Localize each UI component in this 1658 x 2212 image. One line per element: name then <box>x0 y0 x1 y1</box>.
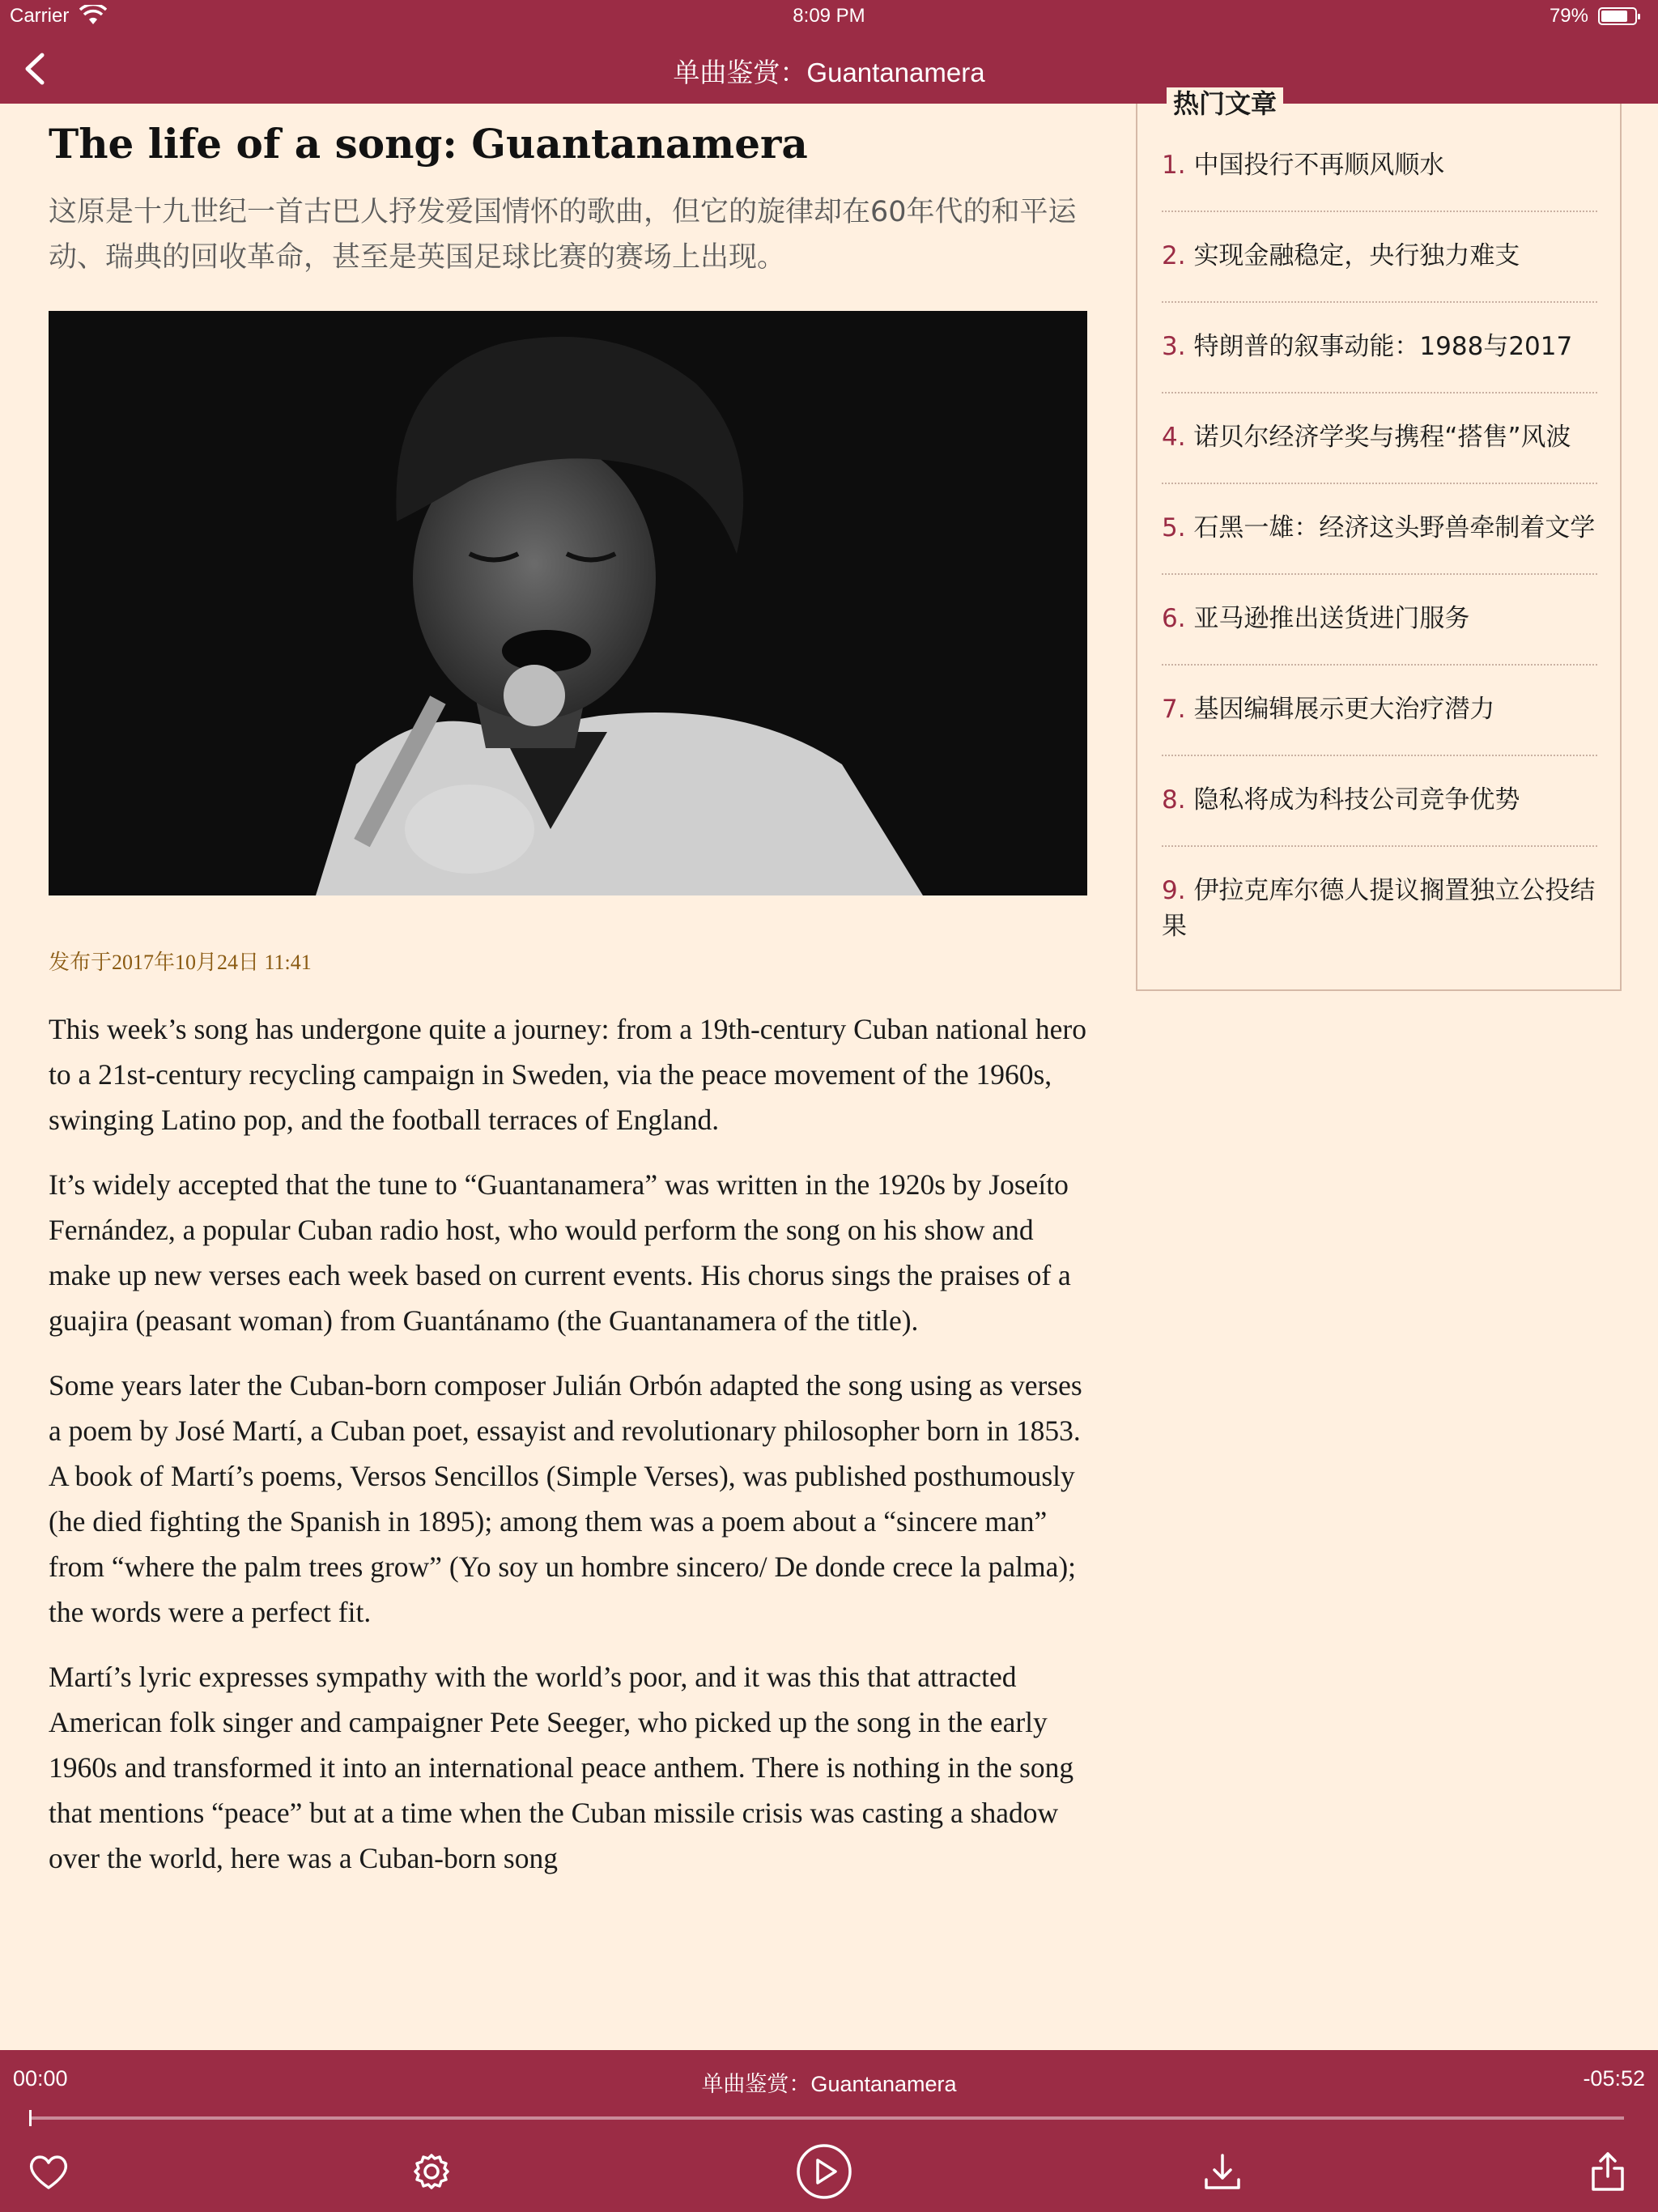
list-number: 5. <box>1162 513 1186 542</box>
popular-article-title: 伊拉克库尔德人提议搁置独立公投结果 <box>1162 876 1596 941</box>
article-paragraph: Some years later the Cuban-born composer Julián Orbón adapted the song using as verses a poem by José Martí, a Cuban poet, essayist and revolutionary philosopher born in 1853. A book of Martí’s poems, Versos Sencillos (Simple Verses), was published posthumously (he died fighting the Spanish in 1895); among them was a poem about a “sincere man” from “where the palm trees grow” (Yo soy un hombre sincero/ De donde crece la palma); the words were a perfect fit. <box>49 1369 1082 1628</box>
article-headline: The life of a song: Guantanamera <box>49 120 808 168</box>
popular-article-item[interactable] <box>1162 329 1597 393</box>
popular-articles-list <box>1162 147 1597 998</box>
popular-article-title: 亚马逊推出送货进门服务 <box>1193 604 1470 633</box>
list-number: 7. <box>1162 695 1186 724</box>
player-track-title: 单曲鉴赏：Guantanamera <box>701 2072 957 2096</box>
list-number: 3. <box>1162 332 1186 361</box>
popular-articles-panel <box>1136 88 1622 991</box>
heart-icon[interactable] <box>24 2147 73 2196</box>
popular-article-title: 基因编辑展示更大治疗潜力 <box>1193 695 1495 724</box>
publish-date: 发布于2017年10月24日 11:41 <box>49 951 312 974</box>
article-paragraph: This week’s song has undergone quite a journey: from a 19th-century Cuban national hero to a 21st-century recycling campaign in Sweden, via the peace movement of the 1960s, swinging Latino pop, and the football terraces of England. <box>49 1013 1086 1136</box>
popular-article-item[interactable] <box>1162 419 1597 484</box>
article-body <box>49 1006 1087 1881</box>
popular-articles-heading: 热门文章 <box>1167 87 1283 120</box>
progress-knob[interactable] <box>29 2110 32 2126</box>
popular-article-title: 实现金融稳定，央行独力难支 <box>1193 241 1520 270</box>
popular-article-item[interactable] <box>1162 782 1597 847</box>
nav-bar <box>0 34 1658 104</box>
article-photo <box>49 311 1087 895</box>
popular-article-item[interactable] <box>1162 147 1597 212</box>
clock: 8:09 PM <box>793 5 865 27</box>
list-number: 6. <box>1162 604 1186 633</box>
popular-article-title: 石黑一雄：经济这头野兽牵制着文学 <box>1193 513 1596 542</box>
popular-article-item[interactable] <box>1162 510 1597 575</box>
popular-article-title: 隐私将成为科技公司竞争优势 <box>1193 785 1520 815</box>
popular-article-title: 特朗普的叙事动能：1988与2017 <box>1193 332 1573 361</box>
audio-player <box>0 2050 1658 2212</box>
list-number: 2. <box>1162 241 1186 270</box>
share-icon[interactable] <box>1584 2147 1632 2196</box>
play-icon[interactable] <box>795 2142 853 2201</box>
popular-article-item[interactable] <box>1162 238 1597 303</box>
carrier-label: Carrier <box>10 5 70 27</box>
battery-fill <box>1601 11 1627 22</box>
gear-icon[interactable] <box>407 2147 456 2196</box>
battery-percent: 79% <box>1549 5 1588 27</box>
download-icon[interactable] <box>1198 2147 1247 2196</box>
article <box>49 104 1087 1881</box>
list-number: 9. <box>1162 876 1186 905</box>
article-paragraph: Martí’s lyric expresses sympathy with the world’s poor, and it was this that attracted American folk singer and campaigner Pete Seeger, who picked up the song in the early 1960s and transformed it into an international peace anthem. There is nothing in the song that mentions “peace” but at a time when the Cuban missile crisis was casting a shadow over the world, here was a Cuban-born song <box>49 1661 1074 1874</box>
popular-article-item[interactable] <box>1162 601 1597 666</box>
popular-article-item[interactable] <box>1162 873 1597 972</box>
article-paragraph: It’s widely accepted that the tune to “Guantanamera” was written in the 1920s by Joseíto Fernández, a popular Cuban radio host, who would perform the song on his show and make up new verses each week based on current events. His chorus sings the praises of a guajira (peasant woman) from Guantánamo (the Guantanamera of the title). <box>49 1168 1071 1337</box>
list-number: 1. <box>1162 151 1186 180</box>
singer-photo-illustration <box>49 311 1087 895</box>
remaining-time: -05:52 <box>1583 2066 1645 2091</box>
status-bar <box>0 0 1658 34</box>
nav-title: 单曲鉴赏：Guantanamera <box>673 57 985 87</box>
progress-slider[interactable] <box>29 2116 1624 2120</box>
list-number: 8. <box>1162 785 1186 815</box>
popular-article-title: 诺贝尔经济学奖与携程“搭售”风波 <box>1193 423 1571 452</box>
popular-article-title: 中国投行不再顺风顺水 <box>1193 151 1445 180</box>
elapsed-time: 00:00 <box>13 2066 68 2091</box>
list-number: 4. <box>1162 423 1186 452</box>
battery-icon <box>1598 7 1637 25</box>
article-standfirst: 这原是十九世纪一首古巴人抒发爱国情怀的歌曲，但它的旋律却在60年代的和平运动、瑞典的回收革命，甚至是英国足球比赛的赛场上出现。 <box>49 196 1077 274</box>
popular-article-item[interactable] <box>1162 691 1597 756</box>
